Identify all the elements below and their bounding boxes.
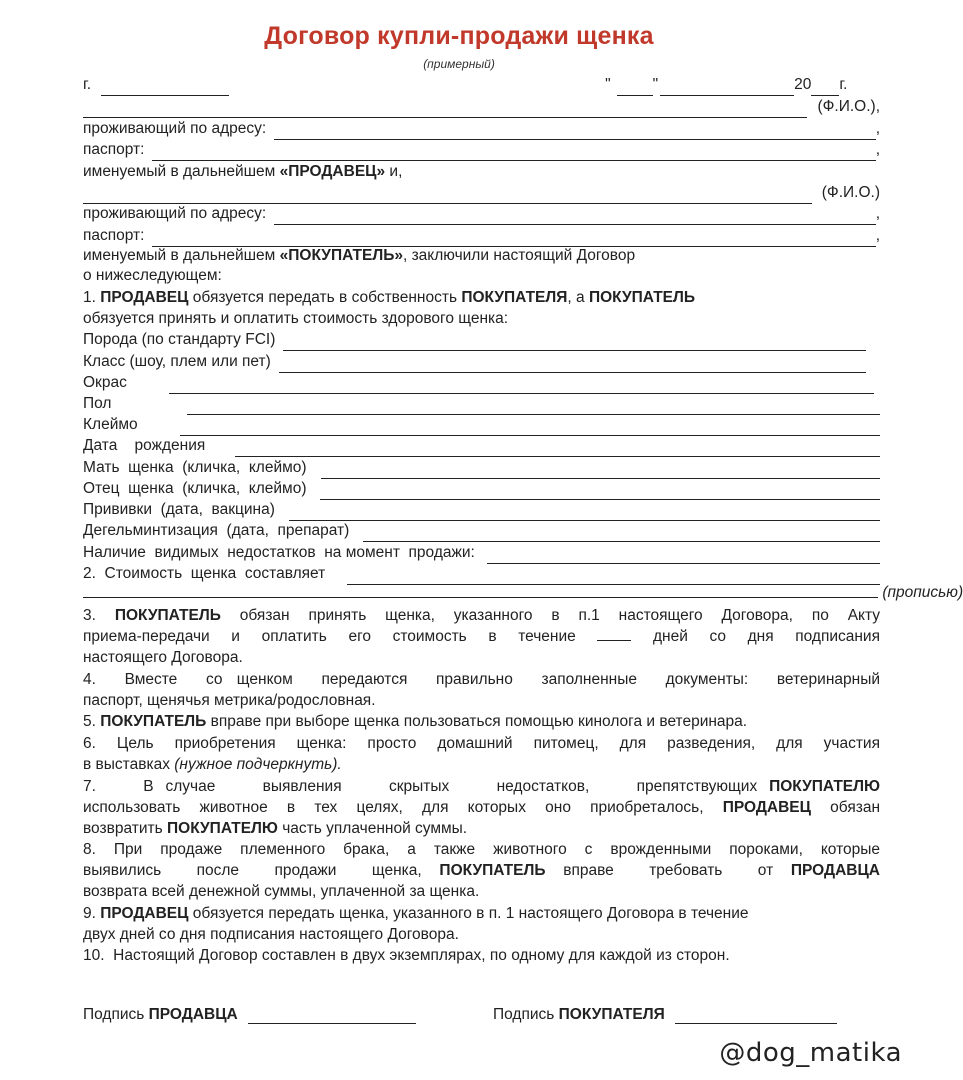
- watermark: @dog_matika: [719, 1038, 902, 1068]
- year-blank: [811, 81, 839, 96]
- seller-address-blank: [274, 124, 875, 140]
- clause-2-price: 2. Стоимость щенка составляет: [83, 563, 880, 585]
- clause-3-line-2: приема-передачи и оплатить его стоимость в течение дней со дня подписания: [83, 628, 880, 645]
- days-blank: [597, 626, 631, 641]
- clause-8-line-3: возврата всей денежной суммы, уплаченной за щенка.: [83, 883, 480, 900]
- field-sex: Пол: [83, 393, 880, 415]
- city-date-line: г. " " 20 г.: [83, 74, 880, 96]
- buyer-fio-blank: [83, 188, 812, 204]
- buyer-signature-blank: [675, 1007, 837, 1024]
- clause-7-line-2: использовать животное в тех целях, для которых оно приобреталось, ПРОДАВЕЦ обязан: [83, 799, 881, 816]
- field-color: Окрас: [83, 372, 880, 394]
- clause-7-line-3: возвратить ПОКУПАТЕЛЮ часть уплаченной суммы.: [83, 820, 468, 837]
- field-brand: Клеймо: [83, 414, 880, 436]
- buyer-fio-line: (Ф.И.О.): [83, 182, 880, 204]
- clause-3-line-3: настоящего Договора.: [83, 649, 243, 666]
- seller-signature: Подпись ПРОДАВЦА: [83, 1006, 416, 1024]
- clause-1-line-1: 1. ПРОДАВЕЦ обязуется передать в собственность ПОКУПАТЕЛЯ, а ПОКУПАТЕЛЬ: [83, 289, 696, 306]
- clause-2-note: (прописью): [83, 583, 880, 603]
- clause-3-line-1: 3. ПОКУПАТЕЛЬ обязан принять щенка, указанного в п.1 настоящего Договора, по Акту: [83, 607, 881, 624]
- page-title: Договор купли-продажи щенка: [264, 22, 654, 50]
- clause-6-line-1: 6. Цель приобретения щенка: просто домашний питомец, для разведения, для участия: [83, 735, 880, 752]
- clause-8-line-2: выявились после продажи щенка, ПОКУПАТЕЛЬ вправе требовать от ПРОДАВЦА: [83, 862, 880, 879]
- city-blank: [101, 81, 229, 96]
- month-blank: [660, 81, 794, 96]
- clause-9-line-2: двух дней со дня подписания настоящего Договора.: [83, 926, 459, 943]
- clause-10: 10. Настоящий Договор составлен в двух экземплярах, по одному для каждой из сторон.: [83, 947, 730, 964]
- clause-4-line-2: паспорт, щенячья метрика/родословная.: [83, 692, 376, 709]
- clause-4-line-1: 4. Вместе со щенком передаются правильно заполненные документы: ветеринарный: [83, 671, 880, 688]
- buyer-address-line: проживающий по адресу: ,: [83, 203, 880, 225]
- seller-signature-blank: [248, 1007, 416, 1024]
- field-birth-date: Дата рождения: [83, 435, 880, 457]
- clause-1-line-2: обязуется принять и оплатить стоимость здорового щенка:: [83, 310, 509, 327]
- seller-named-line: именуемый в дальнейшем «ПРОДАВЕЦ» и,: [83, 163, 403, 180]
- buyer-passport-line: паспорт: ,: [83, 225, 880, 247]
- field-mother: Мать щенка (кличка, клеймо): [83, 457, 880, 479]
- buyer-named-line-2: о нижеследующем:: [83, 267, 222, 284]
- clause-8-line-1: 8. При продаже племенного брака, а также животного с врожденными пороками, которые: [83, 841, 880, 858]
- clause-5: 5. ПОКУПАТЕЛЬ вправе при выборе щенка пользоваться помощью кинолога и ветеринара.: [83, 713, 748, 730]
- page-subtitle: (примерный): [423, 57, 495, 71]
- field-deworming: Дегельминтизация (дата, препарат): [83, 520, 880, 542]
- seller-fio-line: (Ф.И.О.),: [83, 96, 880, 118]
- seller-passport-blank: [152, 145, 875, 161]
- seller-fio-blank: [83, 102, 807, 118]
- field-vaccinations: Прививки (дата, вакцина): [83, 499, 880, 521]
- price-words-blank: [83, 583, 878, 598]
- field-defects: Наличие видимых недостатков на момент продажи:: [83, 542, 880, 564]
- buyer-named-line: именуемый в дальнейшем «ПОКУПАТЕЛЬ», заключили настоящий Договор: [83, 247, 636, 264]
- buyer-address-blank: [274, 209, 875, 225]
- seller-address-line: проживающий по адресу: ,: [83, 118, 880, 140]
- buyer-signature: Подпись ПОКУПАТЕЛЯ: [493, 1006, 837, 1024]
- field-breed: Порода (по стандарту FCI): [83, 329, 880, 351]
- day-blank: [617, 81, 653, 96]
- seller-passport-line: паспорт: ,: [83, 139, 880, 161]
- field-father: Отец щенка (кличка, клеймо): [83, 478, 880, 500]
- clause-7-line-1: 7. В случае выявления скрытых недостатков, препятствующих ПОКУПАТЕЛЮ: [83, 778, 880, 795]
- clause-6-line-2: в выставках (нужное подчеркнуть).: [83, 756, 342, 773]
- clause-9-line-1: 9. ПРОДАВЕЦ обязуется передать щенка, указанного в п. 1 настоящего Договора в течение: [83, 905, 749, 922]
- field-class: Класс (шоу, плем или пет): [83, 351, 880, 373]
